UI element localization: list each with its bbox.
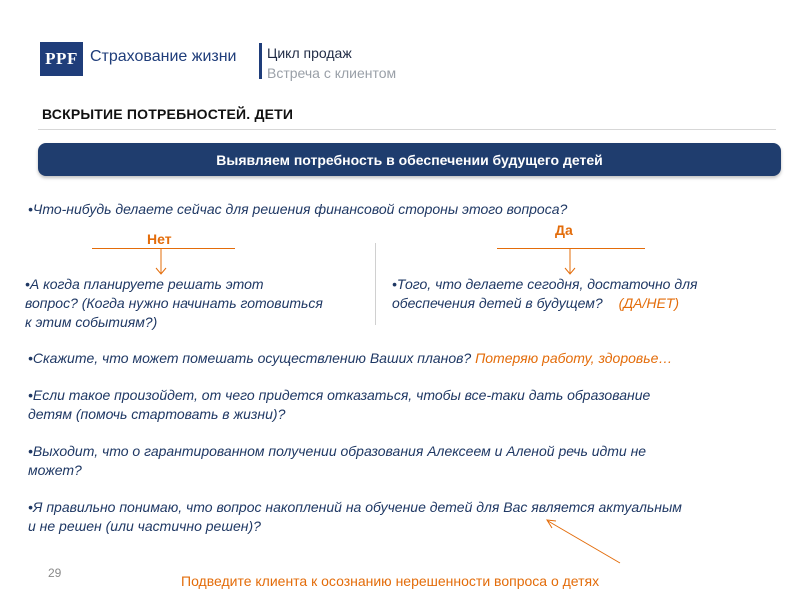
followup-4 bbox=[28, 498, 682, 536]
followup-2 bbox=[28, 386, 650, 424]
bottom-note: Подведите клиента к осознанию нерешенности вопроса о детях bbox=[181, 573, 600, 589]
goal-banner: Выявляем потребность в обеспечении будущего детей bbox=[38, 143, 781, 176]
page-number: 29 bbox=[48, 566, 62, 580]
section-sub: Встреча с клиентом bbox=[267, 65, 397, 81]
followup-4-line-1: •Я правильно понимаю, что вопрос накоплений на обучение детей для Вас является актуальным bbox=[28, 499, 682, 515]
answer-hint: (ДА/НЕТ) bbox=[618, 295, 680, 311]
followup-2-line-2: детям (помочь стартовать в жизни)? bbox=[28, 406, 286, 422]
branch-yes-text bbox=[392, 275, 697, 313]
followup-1-accent: Потеряю работу, здоровье… bbox=[475, 350, 673, 366]
branch-no-line-2: вопрос? (Когда нужно начинать готовиться bbox=[25, 295, 323, 311]
branch-yes-line-1: •Того, что делаете сегодня, достаточно для bbox=[392, 276, 698, 292]
followup-4-line-2: и не решен (или частично решен)? bbox=[28, 518, 261, 534]
section-main: Цикл продаж bbox=[267, 45, 352, 61]
arrow-down-icon bbox=[156, 249, 166, 274]
page-title: ВСКРЫТИЕ ПОТРЕБНОСТЕЙ. ДЕТИ bbox=[42, 106, 294, 122]
branch-no-label: Нет bbox=[147, 231, 172, 247]
followup-3-line-1: •Выходит, что о гарантированном получении образования Алексеем и Аленой речь идти не bbox=[28, 443, 647, 459]
main-question: •Что-нибудь делаете сейчас для решения финансовой стороны этого вопроса? bbox=[28, 201, 568, 217]
followup-2-line-1: •Если такое произойдет, от чего придется отказаться, чтобы все-таки дать образование bbox=[28, 387, 651, 403]
followup-1 bbox=[28, 349, 672, 368]
branch-no-line-3: к этим событиям?) bbox=[25, 314, 158, 330]
branch-no-line-1: •А когда планируете решать этот bbox=[25, 276, 264, 292]
followup-3 bbox=[28, 442, 646, 480]
logo-text: Страхование жизни bbox=[90, 48, 237, 65]
arrow-down-icon bbox=[565, 249, 575, 274]
followup-1-text: •Скажите, что может помешать осуществлению Ваших планов? bbox=[28, 350, 476, 366]
branch-yes-label: Да bbox=[555, 222, 573, 238]
ppf-logo: PPF bbox=[40, 42, 83, 76]
branch-yes-line-2-row bbox=[392, 294, 697, 313]
followup-3-line-2: может? bbox=[28, 462, 82, 478]
branch-no-text bbox=[25, 275, 323, 332]
branch-yes-line-2: обеспечения детей в будущем? bbox=[392, 295, 603, 311]
